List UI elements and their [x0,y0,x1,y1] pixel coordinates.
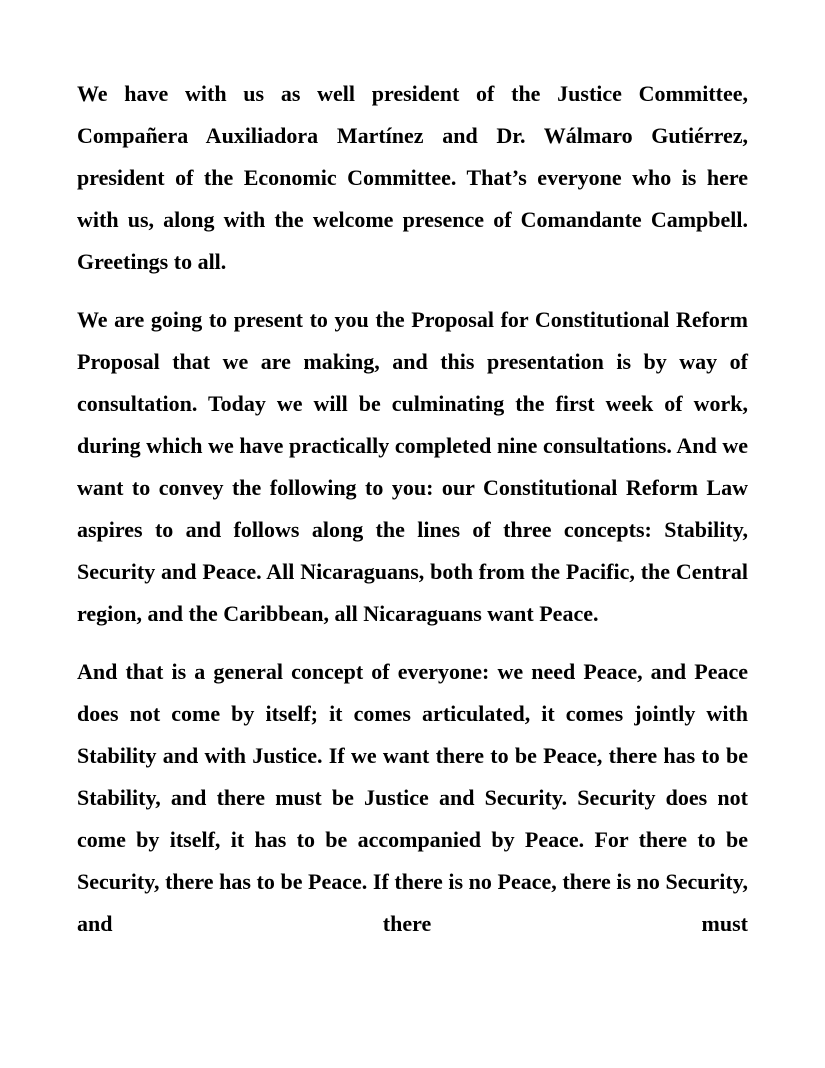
paragraph-1: We have with us as well president of the Justice Committee, Compañera Auxiliadora Martínez and Dr. Wálmaro Gutiérrez, president of the Economic Committee. That’s everyone who is here with us, along with the welcome presence of Comandante Campbell. Greetings to all. [77,81,748,274]
paragraph-3: And that is a general concept of everyone: we need Peace, and Peace does not come by itself; it comes articulated, it comes jointly with Stability and with Justice. If we want there to be Peace, there has to be Stability, and there must be Justice and Security. Security does not come by itself, it has to be accompanied by Peace. For there to be Security, there has to be Peace. If there is no Peace, there is no Security, and there must [77,659,748,936]
document-page [77,73,748,945]
paragraph-2: We are going to present to you the Proposal for Constitutional Reform Proposal that we are making, and this presentation is by way of consultation. Today we will be culminating the first week of work, during which we have practically completed nine consultations. And we want to convey the following to you: our Constitutional Reform Law aspires to and follows along the lines of three concepts: Stability, Security and Peace. All Nicaraguans, both from the Pacific, the Central region, and the Caribbean, all Nicaraguans want Peace. [77,307,748,626]
